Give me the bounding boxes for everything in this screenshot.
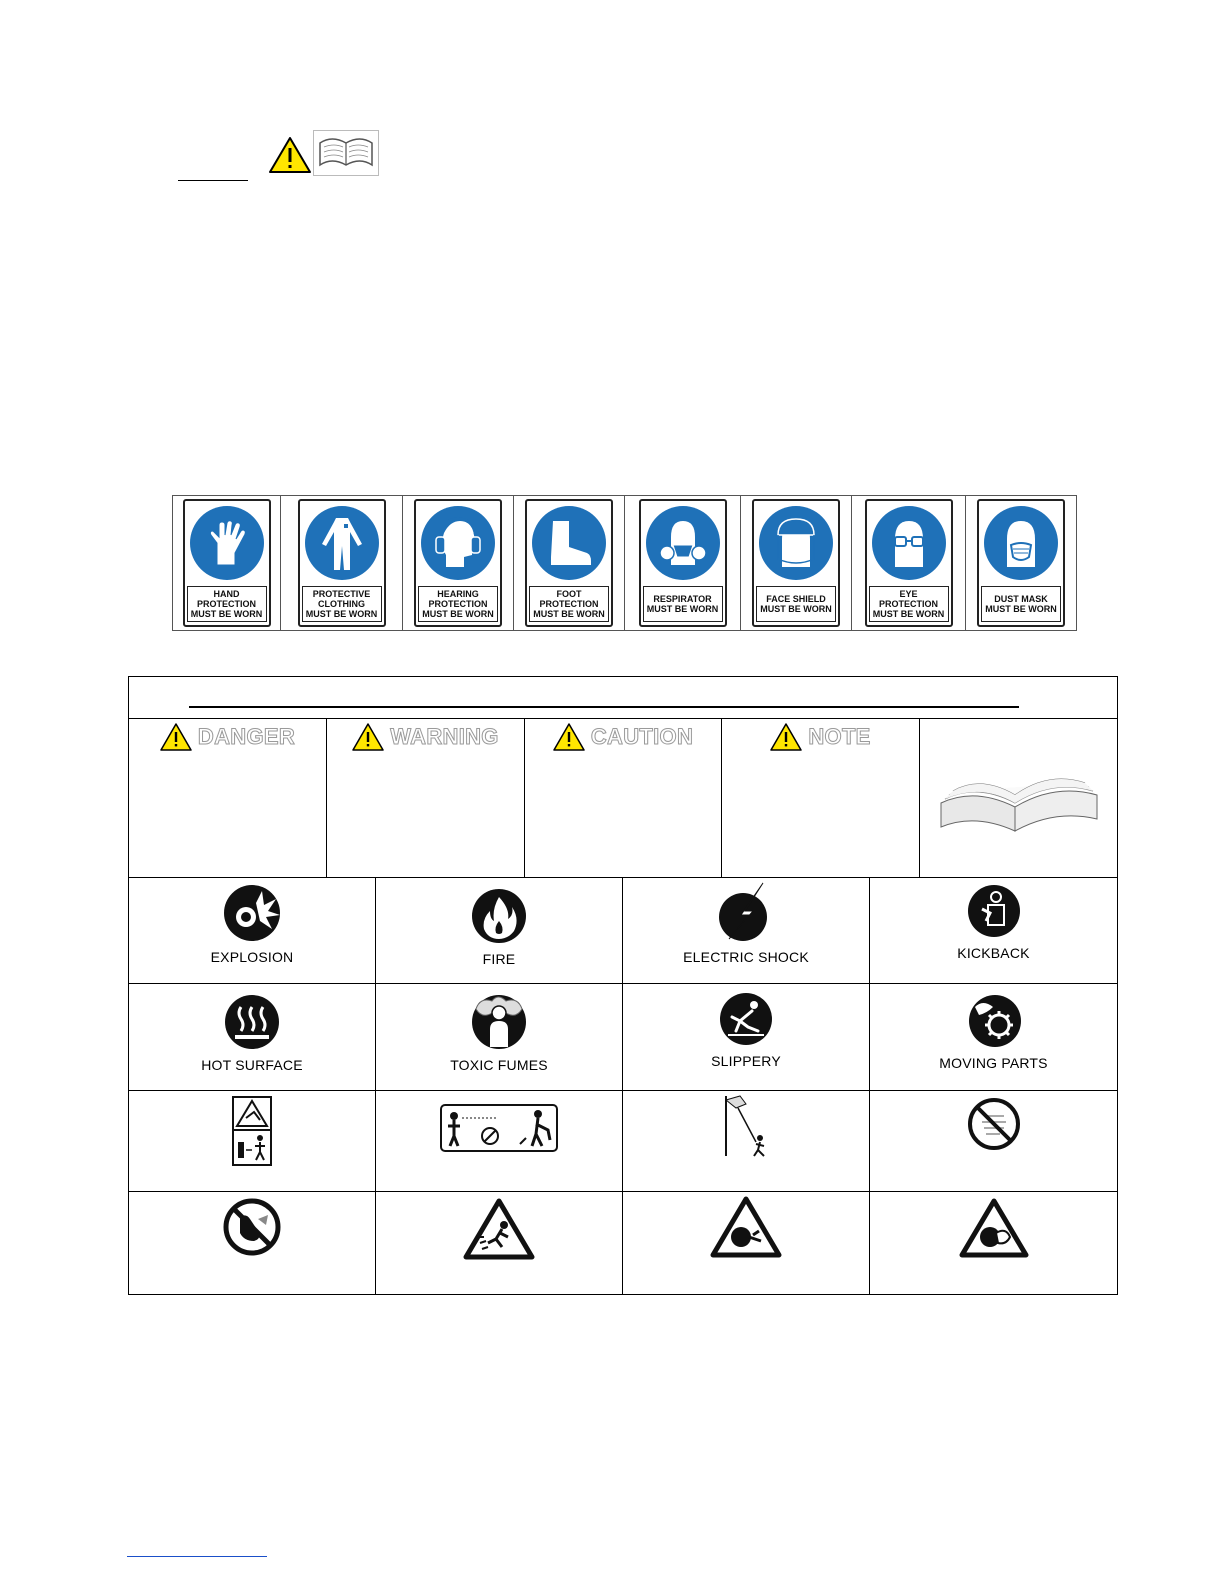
signal-heading [722, 723, 919, 751]
ppe-cell [625, 496, 741, 630]
ppe-cell [173, 496, 281, 630]
read-manual-icon [313, 130, 379, 176]
hazard-row [129, 1191, 1117, 1294]
glove-icon [205, 519, 249, 567]
ppe-sign-strip [172, 495, 1077, 631]
goggles-icon [881, 515, 937, 571]
pictogram-cell [129, 1090, 376, 1191]
face-shield-icon [768, 515, 824, 571]
pictogram-cell [623, 1191, 870, 1294]
hazard-row [129, 877, 1117, 984]
hot-surface-icon [223, 993, 281, 1051]
power-line-icon [722, 1094, 770, 1158]
signal-word: WARNING [390, 724, 499, 749]
fire-icon [470, 887, 528, 945]
warning-triangle-icon [268, 136, 312, 174]
hazard-row [129, 983, 1117, 1091]
ppe-cell [741, 496, 852, 630]
warning-triangle-icon [553, 723, 585, 751]
warning-triangle-icon [352, 723, 384, 751]
hazard-label: HOT SURFACE [201, 1057, 303, 1073]
respirator-icon [655, 515, 711, 571]
electric-shock-icon [719, 881, 773, 943]
ppe-circle [421, 506, 495, 580]
table-title-underline [189, 706, 1019, 708]
hazard-label: FIRE [482, 951, 516, 967]
signal-heading [327, 723, 524, 751]
hazard-label: MOVING PARTS [939, 1055, 1048, 1071]
signal-cell-note [722, 718, 920, 877]
ppe-circle [872, 506, 946, 580]
ppe-label: EYE PROTECTION MUST BE WORN [869, 586, 949, 622]
open-book-icon [935, 743, 1103, 843]
signal-cell-warning [327, 718, 525, 877]
entanglement-warning-icon [709, 1195, 783, 1259]
ppe-sign-eye [865, 499, 953, 627]
pictogram-cell [376, 1090, 623, 1191]
ppe-label: FACE SHIELD MUST BE WORN [756, 586, 836, 622]
signal-cell-manual [920, 718, 1117, 877]
pictogram-cell [376, 1191, 623, 1294]
pictogram-cell [870, 1191, 1117, 1294]
signal-word: CAUTION [590, 724, 694, 749]
ppe-circle [759, 506, 833, 580]
hazard-cell-explosion [129, 877, 376, 983]
footer-link-underline [127, 1556, 267, 1557]
hazard-cell-moving-parts [870, 983, 1117, 1090]
no-hands-near-blade-icon [222, 1197, 282, 1257]
hazard-symbol-table [128, 676, 1118, 1295]
ppe-sign-clothing [298, 499, 386, 627]
signal-heading [129, 723, 326, 751]
pictogram-cell [623, 1090, 870, 1191]
ppe-sign-respirator [639, 499, 727, 627]
warning-triangle-icon [160, 723, 192, 751]
signal-word: NOTE [808, 724, 871, 749]
ppe-circle [190, 506, 264, 580]
ppe-label: HEARING PROTECTION MUST BE WORN [418, 586, 498, 622]
hand-injury-warning-icon [958, 1197, 1030, 1259]
hazard-label: EXPLOSION [210, 949, 294, 965]
dust-mask-icon [993, 515, 1049, 571]
ear-muffs-icon [430, 515, 486, 571]
explosion-icon [222, 883, 282, 943]
ppe-sign-foot [525, 499, 613, 627]
hazard-label: SLIPPERY [711, 1053, 781, 1069]
signal-heading [525, 723, 721, 751]
pictogram-cell [129, 1191, 376, 1294]
prohibited-sign-icon [966, 1096, 1022, 1152]
ppe-label: HAND PROTECTION MUST BE WORN [187, 586, 267, 622]
moving-parts-icon [965, 993, 1023, 1049]
signal-word-row [129, 718, 1117, 878]
ppe-sign-face-shield [752, 499, 840, 627]
hazard-cell-kickback [870, 877, 1117, 983]
signal-word: DANGER [197, 724, 296, 749]
ppe-circle [984, 506, 1058, 580]
hazard-cell-toxic-fumes [376, 983, 623, 1090]
boot-icon [543, 517, 595, 569]
hazard-row [129, 1090, 1117, 1192]
thrown-objects-warning-icon [462, 1197, 536, 1261]
ppe-cell [966, 496, 1076, 630]
ppe-cell [281, 496, 403, 630]
hazard-cell-fire [376, 877, 623, 983]
warning-triangle-icon [770, 723, 802, 751]
ppe-cell [514, 496, 625, 630]
table-title-row [129, 677, 1117, 719]
toxic-fumes-icon [470, 991, 528, 1051]
hazard-cell-electric-shock [623, 877, 870, 983]
slippery-icon [718, 991, 774, 1047]
ppe-circle [646, 506, 720, 580]
ppe-label: FOOT PROTECTION MUST BE WORN [529, 586, 609, 622]
signal-cell-danger [129, 718, 327, 877]
hazard-cell-hot-surface [129, 983, 376, 1090]
hazard-label: TOXIC FUMES [450, 1057, 548, 1073]
bystander-distance-icon [440, 1104, 558, 1152]
ppe-sign-hearing [414, 499, 502, 627]
ppe-sign-hand [183, 499, 271, 627]
ppe-circle [305, 506, 379, 580]
ppe-cell [852, 496, 966, 630]
keep-distance-sign-icon [232, 1096, 272, 1166]
hazard-label: ELECTRIC SHOCK [683, 949, 809, 965]
hazard-cell-slippery [623, 983, 870, 1090]
pictogram-cell [870, 1090, 1117, 1191]
ppe-cell [403, 496, 514, 630]
ppe-label: RESPIRATOR MUST BE WORN [643, 586, 723, 622]
kickback-icon [966, 883, 1022, 939]
header-underline [178, 180, 248, 181]
hazard-label: KICKBACK [957, 945, 1030, 961]
signal-cell-caution [525, 718, 722, 877]
coverall-icon [318, 514, 366, 572]
ppe-sign-dust-mask [977, 499, 1065, 627]
ppe-label: PROTECTIVE CLOTHING MUST BE WORN [302, 586, 382, 622]
ppe-circle [532, 506, 606, 580]
ppe-label: DUST MASK MUST BE WORN [981, 586, 1061, 622]
